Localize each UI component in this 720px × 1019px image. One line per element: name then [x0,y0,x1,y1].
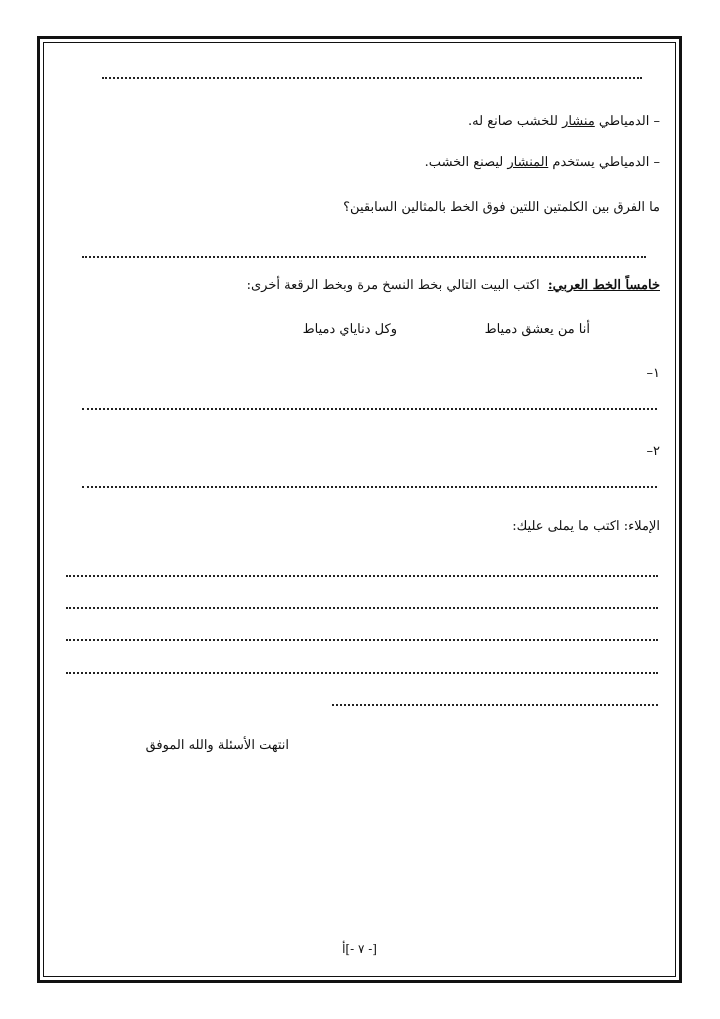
verse-first-half: أنا من يعشق دمياط [484,322,590,337]
example-sentence-2 [425,155,660,170]
example-2-suffix: ليصنع الخشب. [424,155,508,170]
dictation-line-5[interactable] [332,704,658,706]
section5-instruction: اكتب البيت التالي بخط النسخ مرة وبخط الرقعة أخرى: [246,278,540,293]
answer-line-top[interactable] [102,77,642,79]
dictation-line-4[interactable] [66,672,658,674]
example-1-prefix: – الدمياطي [594,114,660,129]
section5-title: خامساً الخط العربي: [547,278,660,293]
page-border-inner [43,42,676,977]
answer-line-item-2[interactable] [82,486,657,488]
dictation-line-2[interactable] [66,607,658,609]
page-number: [- ٧ -]أ [342,942,377,956]
example-sentence-1 [468,114,660,129]
closing-remark: انتهت الأسئلة والله الموفق [145,738,289,753]
example-2-underlined-word: المنشار [507,155,549,170]
item-1-label: ١– [646,366,660,381]
item-2-label: ٢– [646,444,660,459]
dictation-line-1[interactable] [66,575,658,577]
dictation-instruction: الإملاء: اكتب ما يملى عليك: [512,519,660,534]
difference-question: ما الفرق بين الكلمتين اللتين فوق الخط بالمثالين السابقين؟ [343,200,660,215]
verse-second-half: وكل دناياي دمياط [302,322,397,337]
example-1-suffix: للخشب صانع له. [468,114,563,129]
answer-line-question[interactable] [82,256,646,258]
example-2-prefix: – الدمياطي يستخدم [548,155,660,170]
example-1-underlined-word: منشار [562,114,595,129]
dictation-line-3[interactable] [66,639,658,641]
answer-line-item-1[interactable] [82,408,657,410]
section5-heading [247,278,660,293]
